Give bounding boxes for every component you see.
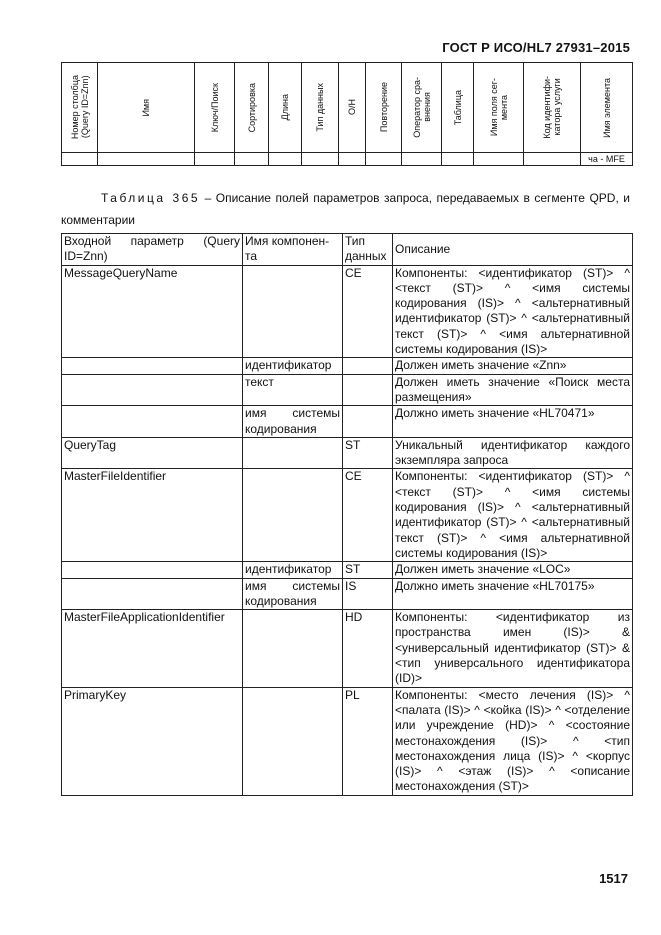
header-column-label: Сортировка: [246, 82, 257, 133]
header-column-cell: [402, 63, 442, 153]
type-cell: [343, 374, 393, 406]
table-row: [62, 687, 633, 795]
component-cell: имя системы кодирования: [243, 578, 343, 610]
header-value-cell: [235, 153, 269, 166]
header-column-cell: [62, 63, 98, 153]
header-value-cell: [302, 153, 339, 166]
page-number: 1517: [599, 871, 628, 886]
header-column-label: Имя элемента: [601, 77, 612, 138]
type-cell: [343, 358, 393, 374]
type-cell: PL: [343, 687, 393, 795]
header-table-value-row: [62, 153, 633, 166]
header-column-cell: [581, 63, 633, 153]
caption-text: – Описание полей параметров запроса, передаваемых в сегменте QPD, и комментарии: [61, 191, 630, 227]
header-column-cell: [302, 63, 339, 153]
header-column-label: Номер столбца (Query ID=Znn): [69, 75, 90, 140]
column-header-description: Описание: [393, 234, 633, 266]
header-column-cell: [269, 63, 302, 153]
type-cell: HD: [343, 610, 393, 687]
component-cell: [243, 265, 343, 358]
param-cell: MasterFileIdentifier: [62, 469, 243, 562]
param-cell: PrimaryKey: [62, 687, 243, 795]
table-row: [62, 437, 633, 469]
description-cell: Должно иметь значение «HL70175»: [393, 578, 633, 610]
header-value-cell: [474, 153, 524, 166]
table-row: [62, 562, 633, 578]
document-header: ГОСТ Р ИСО/HL7 27931–2015: [442, 40, 630, 55]
header-value-cell: ча - MFE: [581, 153, 633, 166]
param-cell: MessageQueryName: [62, 265, 243, 358]
table-header-row: [62, 234, 633, 266]
description-cell: Компоненты: <место лечения (IS)> ^ <палата (IS)> ^ <койка (IS)> ^ <отделение или учреждение (HD)> ^ <состояние местонахождения (IS)> ^ <тип местонахождения лица (IS)> ^ <корпус (IS)> ^ <этаж (IS)> ^ <описание местонахождения (ST)>: [393, 687, 633, 795]
header-value-cell: [62, 153, 98, 166]
type-cell: ST: [343, 437, 393, 469]
header-column-cell: [524, 63, 581, 153]
header-value-cell: [339, 153, 366, 166]
header-table: [61, 62, 633, 166]
header-column-cell: [366, 63, 402, 153]
type-cell: [343, 406, 393, 438]
header-value-cell: [402, 153, 442, 166]
header-column-label: Ключ/Поиск: [209, 82, 220, 133]
table-row: [62, 265, 633, 358]
component-cell: имя системы кодирования: [243, 406, 343, 438]
description-cell: Должен иметь значение «Поиск места размещения»: [393, 374, 633, 406]
header-column-label: Оператор сра- внения: [411, 77, 432, 138]
param-cell: [62, 406, 243, 438]
header-column-label: Тип данных: [315, 83, 325, 132]
type-cell: IS: [343, 578, 393, 610]
caption-label: Таблица 365: [101, 191, 201, 205]
header-column-cell: [235, 63, 269, 153]
component-cell: [243, 687, 343, 795]
header-column-label: Длина: [280, 94, 290, 121]
header-value-cell: [366, 153, 402, 166]
param-cell: [62, 374, 243, 406]
header-value-cell: [524, 153, 581, 166]
param-cell: [62, 358, 243, 374]
header-column-label: О/Н: [347, 99, 357, 116]
column-header-type: Тип данных: [343, 234, 393, 266]
param-cell: QueryTag: [62, 437, 243, 469]
table-row: [62, 358, 633, 374]
description-cell: Должно иметь значение «HL70471»: [393, 406, 633, 438]
header-column-label: Повторение: [378, 82, 389, 133]
header-column-label: Имя поля сег- мента: [488, 78, 509, 137]
column-header-param: Входной параметр (Query ID=Znn): [62, 234, 243, 266]
table-row: [62, 469, 633, 562]
header-value-cell: [195, 153, 235, 166]
table-row: [62, 374, 633, 406]
type-cell: CE: [343, 265, 393, 358]
component-cell: [243, 469, 343, 562]
header-value-cell: [269, 153, 302, 166]
table-row: [62, 610, 633, 687]
component-cell: текст: [243, 374, 343, 406]
description-cell: Компоненты: <идентификатор (ST)> ^ <текст (ST)> ^ <имя системы кодирования (IS)> ^ <альтернативный идентификатор (ST)> ^ <альтернативный текст (ST)> ^ <имя альтернативной системы кодирования (IS)>: [393, 469, 633, 562]
header-table-column-row: [62, 63, 633, 153]
header-column-label: Таблица: [452, 89, 463, 126]
param-cell: [62, 562, 243, 578]
header-column-cell: [339, 63, 366, 153]
header-column-cell: [442, 63, 474, 153]
column-header-component: Имя компонен-та: [243, 234, 343, 266]
header-column-cell: [474, 63, 524, 153]
header-column-cell: [195, 63, 235, 153]
table-row: [62, 406, 633, 438]
header-value-cell: [442, 153, 474, 166]
header-column-cell: [98, 63, 195, 153]
description-cell: Компоненты: <идентификатор из пространства имен (IS)> & <универсальный идентификатор (ST)> & <тип универсального идентификатора (ID)>: [393, 610, 633, 687]
description-cell: Уникальный идентификатор каждого экземпляра запроса: [393, 437, 633, 469]
table-row: [62, 578, 633, 610]
header-column-label: Код идентифи- катора услуги: [542, 76, 562, 139]
header-value-cell: [98, 153, 195, 166]
component-cell: [243, 610, 343, 687]
component-cell: идентификатор: [243, 358, 343, 374]
table-caption: [61, 187, 630, 231]
description-cell: Должен иметь значение «Znn»: [393, 358, 633, 374]
param-cell: MasterFileApplicationIdentifier: [62, 610, 243, 687]
parameters-table: [61, 233, 633, 796]
type-cell: ST: [343, 562, 393, 578]
component-cell: [243, 437, 343, 469]
param-cell: [62, 578, 243, 610]
type-cell: CE: [343, 469, 393, 562]
component-cell: идентификатор: [243, 562, 343, 578]
header-column-label: Имя: [141, 98, 151, 117]
description-cell: Компоненты: <идентификатор (ST)> ^ <текст (ST)> ^ <имя системы кодирования (IS)> ^ <альтернативный идентификатор (ST)> ^ <альтернативный текст (ST)> ^ <имя альтернативной системы кодирования (IS)>: [393, 265, 633, 358]
description-cell: Должен иметь значение «LOC»: [393, 562, 633, 578]
